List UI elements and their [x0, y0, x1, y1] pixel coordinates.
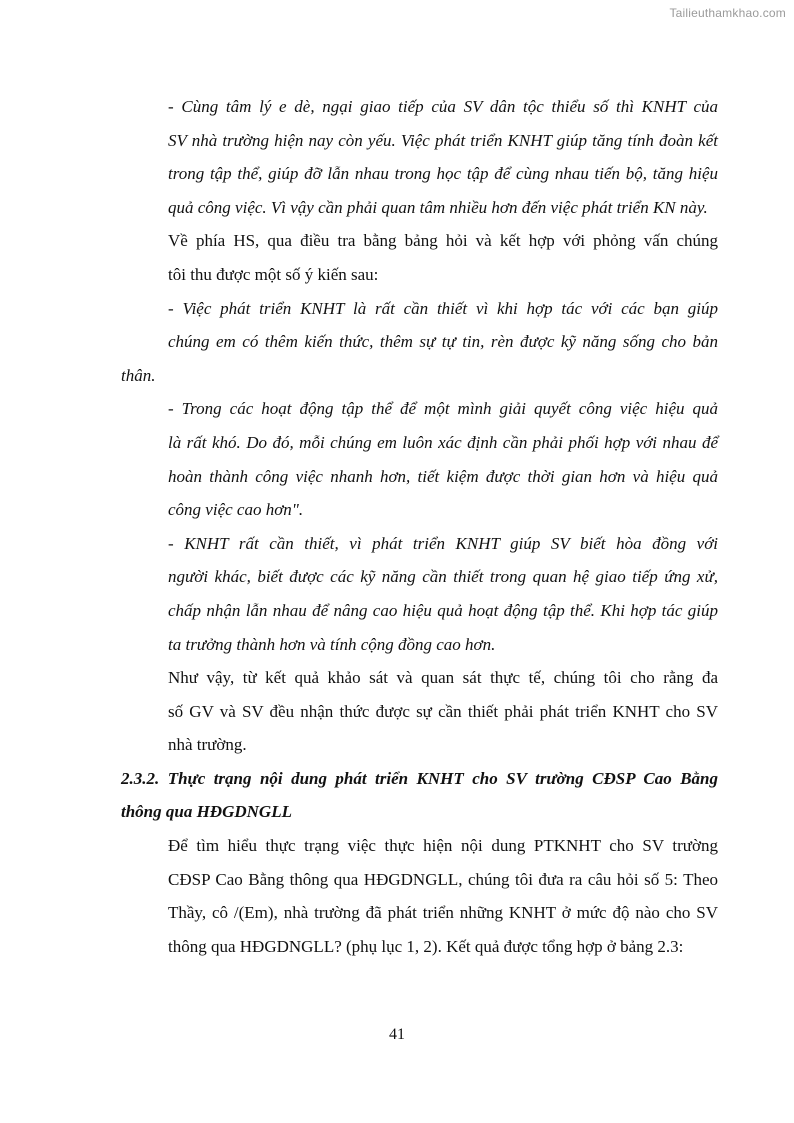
text-line: - Việc phát triển KNHT là rất cần thiết vì khi hợp tác với các bạn giúp: [168, 298, 718, 318]
text-line: người khác, biết được các kỹ năng cần thiết trong quan hệ giao tiếp ứng xử,: [168, 567, 718, 587]
text-line: - Cùng tâm lý e dè, ngại giao tiếp của SV dân tộc thiểu số thì KNHT của: [168, 97, 718, 116]
section-heading: [121, 762, 718, 829]
heading-line: thông qua HĐGDNGLL: [121, 802, 292, 822]
text-line: Để tìm hiểu thực trạng việc thực hiện nội dung PTKNHT cho SV trường: [168, 836, 718, 856]
paragraph-italic-5: [121, 527, 718, 661]
text-line: Về phía HS, qua điều tra bằng bảng hỏi và kết hợp với phỏng vấn chúng: [168, 231, 718, 251]
text-line: trong tập thể, giúp đỡ lẫn nhau trong học tập để cùng nhau tiến bộ, tăng hiệu: [168, 164, 718, 184]
text-line: số GV và SV đều nhận thức được sự cần thiết phải phát triển KNHT cho SV: [168, 701, 718, 721]
text-line: - Trong các hoạt động tập thể để một mình giải quyết công việc hiệu quả: [168, 399, 718, 419]
text-line: tôi thu được một số ý kiến sau:: [168, 264, 379, 284]
text-line: nhà trường.: [168, 735, 247, 755]
document-body: [121, 90, 718, 963]
text-line: SV nhà trường hiện nay còn yếu. Việc phát triển KNHT giúp tăng tính đoàn kết: [168, 130, 718, 150]
text-line: công việc cao hơn".: [168, 500, 304, 520]
paragraph-italic-3: [121, 292, 718, 393]
text-line: thông qua HĐGDNGLL? (phụ lục 1, 2). Kết quả được tổng hợp ở bảng 2.3:: [168, 936, 684, 956]
heading-line: 2.3.2. Thực trạng nội dung phát triển KNHT cho SV trường CĐSP Cao Bằng: [121, 768, 718, 788]
text-line: hoàn thành công việc nhanh hơn, tiết kiệm được thời gian hơn và hiệu quả: [168, 466, 718, 486]
paragraph-italic-1: [121, 90, 718, 224]
paragraph-6: [121, 661, 718, 762]
text-line: chấp nhận lẫn nhau để nâng cao hiệu quả hoạt động tập thể. Khi hợp tác giúp: [168, 600, 718, 620]
text-line: quả công việc. Vì vậy cần phải quan tâm nhiều hơn đến việc phát triển KN này.: [168, 197, 708, 217]
text-line: - KNHT rất cần thiết, vì phát triển KNHT giúp SV biết hòa đồng với: [168, 533, 718, 553]
paragraph-italic-4: [121, 392, 718, 526]
text-line: chúng em có thêm kiến thức, thêm sự tự tin, rèn được kỹ năng sống cho bản thân.: [121, 332, 718, 385]
paragraph-final: [121, 829, 718, 963]
watermark-text: Tailieuthamkhao.com: [669, 6, 786, 20]
text-line: Như vậy, từ kết quả khảo sát và quan sát thực tế, chúng tôi cho rằng đa: [168, 668, 718, 688]
paragraph-2: [121, 224, 718, 291]
text-line: CĐSP Cao Bằng thông qua HĐGDNGLL, chúng tôi đưa ra câu hỏi số 5: Theo: [168, 869, 718, 889]
text-line: Thầy, cô /(Em), nhà trường đã phát triển những KNHT ở mức độ nào cho SV: [168, 903, 718, 923]
text-line: là rất khó. Do đó, mỗi chúng em luôn xác định cần phải phối hợp với nhau để: [168, 432, 718, 452]
page-number: 41: [389, 1026, 405, 1043]
text-line: ta trưởng thành hơn và tính cộng đồng cao hơn.: [168, 634, 496, 654]
